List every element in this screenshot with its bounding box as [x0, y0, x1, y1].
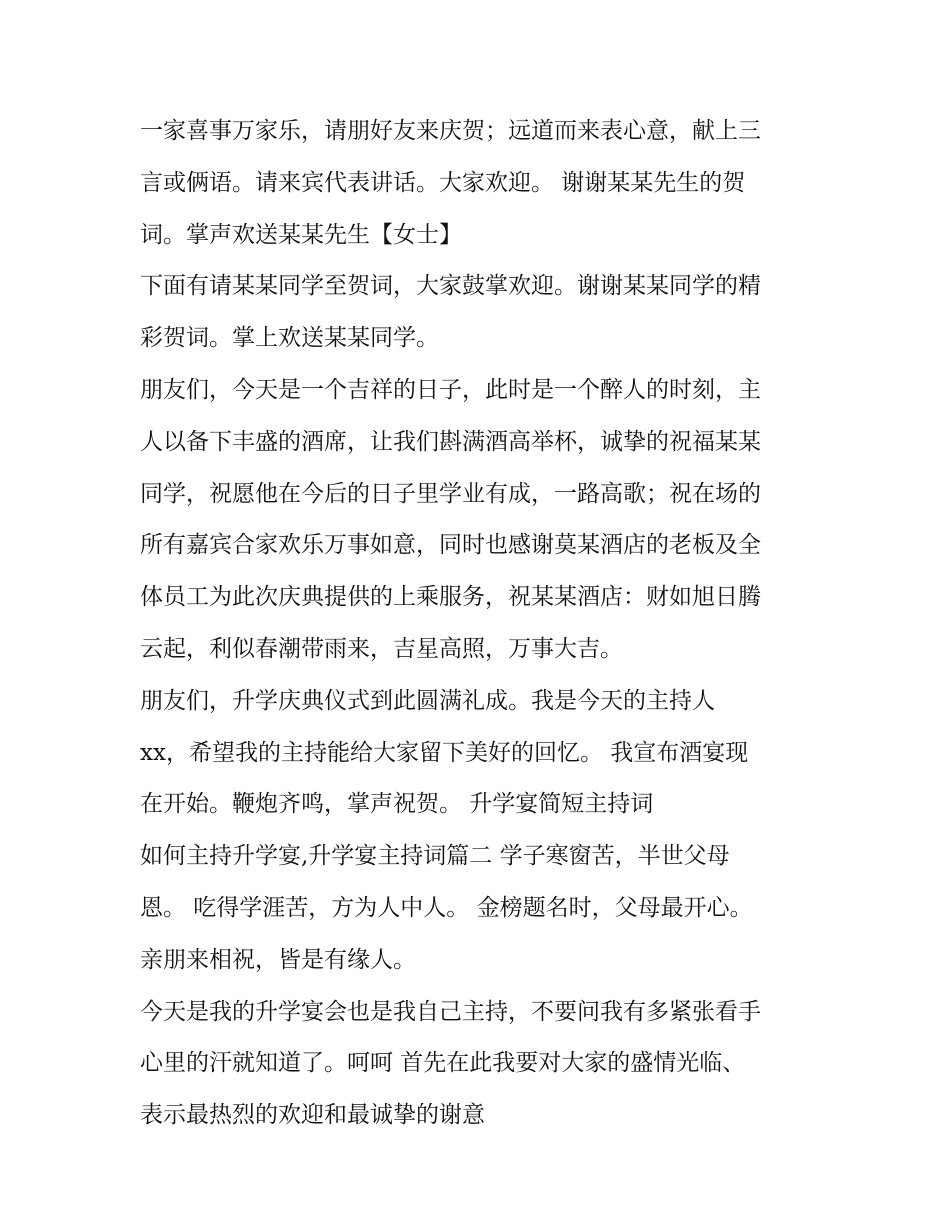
text-line: 今天是我的升学宴会也是我自己主持，不要问我有多紧张看手	[140, 998, 761, 1025]
text-line: 云起，利似春潮带雨来，吉星高照，万事大吉。	[140, 635, 623, 662]
text-line: 恩。 吃得学涯苦，方为人中人。 金榜题名时，父母最开心。	[140, 894, 753, 921]
text-line: 彩贺词。掌上欢送某某同学。	[140, 325, 439, 352]
text-line: 表示最热烈的欢迎和最诚挚的谢意	[140, 1102, 485, 1129]
text-line: 心里的汗就知道了。呵呵 首先在此我要对大家的盛情光临、	[140, 1050, 746, 1077]
text-line: 所有嘉宾合家欢乐万事如意，同时也感谢莫某酒店的老板及全	[140, 532, 761, 559]
text-line: 同学，祝愿他在今后的日子里学业有成，一路高歌；祝在场的	[140, 480, 761, 507]
text-line: 词。掌声欢送某某先生【女士】	[140, 221, 462, 248]
text-line: 如何主持升学宴,升学宴主持词篇二 学子寒窗苦，半世父母	[140, 843, 730, 870]
text-line: 一家喜事万家乐，请朋好友来庆贺；远道而来表心意，献上三	[140, 118, 761, 144]
document-body	[140, 106, 830, 1142]
text-line: 体员工为此次庆典提供的上乘服务，祝某某酒店：财如旭日腾	[140, 584, 761, 611]
text-line: 言或俩语。请来宾代表讲话。大家欢迎。 谢谢某某先生的贺	[140, 169, 746, 196]
text-line: 下面有请某某同学至贺词，大家鼓掌欢迎。谢谢某某同学的精	[140, 273, 761, 300]
text-line: 亲朋来相祝，皆是有缘人。	[140, 946, 416, 973]
text-line: 朋友们，升学庆典仪式到此圆满礼成。我是今天的主持人	[140, 687, 715, 714]
text-line: 人以备下丰盛的酒席，让我们斟满酒高举杯，诚挚的祝福某某	[140, 428, 761, 455]
text-line: xx，希望我的主持能给大家留下美好的回忆。 我宣布酒宴现	[140, 739, 749, 766]
text-line: 朋友们，今天是一个吉祥的日子，此时是一个醉人的时刻，主	[140, 376, 761, 403]
text-line: 在开始。鞭炮齐鸣，掌声祝贺。 升学宴简短主持词	[140, 791, 654, 818]
